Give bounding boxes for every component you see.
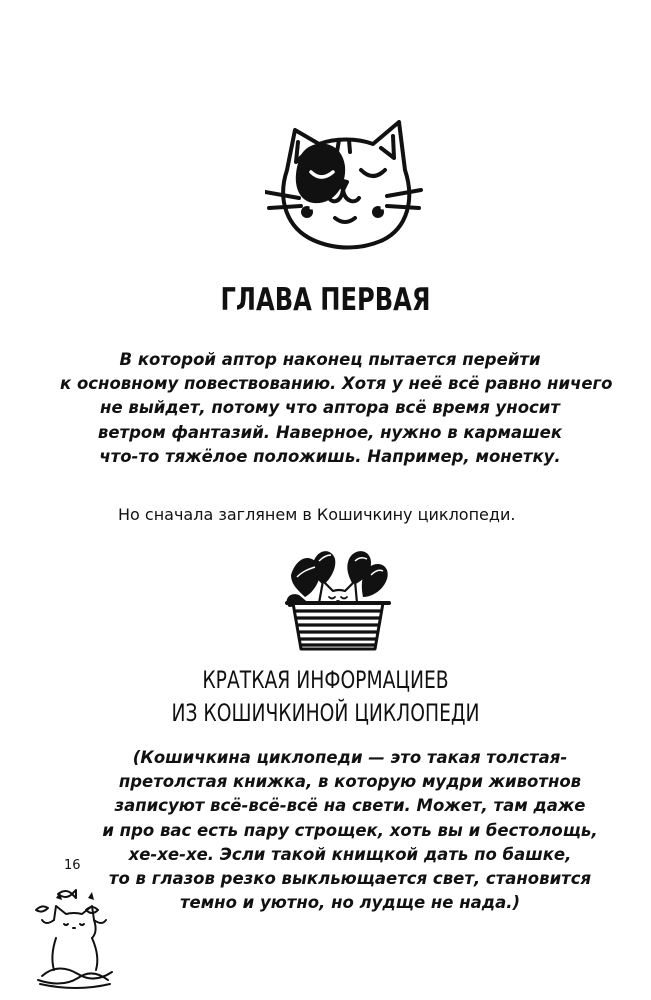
page-number: 16 [64,858,81,873]
paragraph-line: темно и уютно, но лудще не нада.) [179,893,521,913]
section-title-line: ИЗ КОШИЧКИНОЙ ЦИКЛОПЕДИ [171,699,480,727]
intro-line: ветром фантазий. Наверное, нужно в кармашек [97,422,563,442]
cat-in-basket-icon [283,545,393,655]
sleeping-cat-head-icon [265,100,423,250]
paragraph-line: претолстая книжка, в которую мудри животнов [118,772,582,792]
intro-line: что-то тяжёлое положишь. Например, монетку. [99,446,561,466]
paragraph-line: и про вас есть пару строщек, хоть вы и бестолощь, [102,820,598,840]
section-title-line: КРАТКАЯ ИНФОРМАЦИЕВ [202,666,449,694]
chapter-title: ГЛАВА ПЕРВАЯ [220,282,431,318]
intro-line: В которой аптор наконец пытается перейти [119,350,541,369]
meditating-cat-icon [28,880,123,990]
section-title [72,664,580,730]
lead-paragraph: Но сначала заглянем в Кошичкину циклопеди. [118,505,516,524]
chapter-intro [60,348,613,469]
intro-line: к основному повествованию. Хотя у неё всё равно ничего [60,374,613,394]
paragraph-line: то в глазов резко выкльющается свет, становится [108,869,592,889]
paragraph-line: хе-хе-хе. Эсли такой книщкой дать по башке, [128,844,572,864]
paragraph-line: (Кошичкина циклопеди — это такая толстая- [132,748,568,767]
intro-line: не выйдет, потому что аптора всё время уносит [100,398,560,418]
paragraph-line: записуют всё-всё-всё на свети. Может, там даже [114,796,586,816]
section-paragraph [80,746,620,915]
